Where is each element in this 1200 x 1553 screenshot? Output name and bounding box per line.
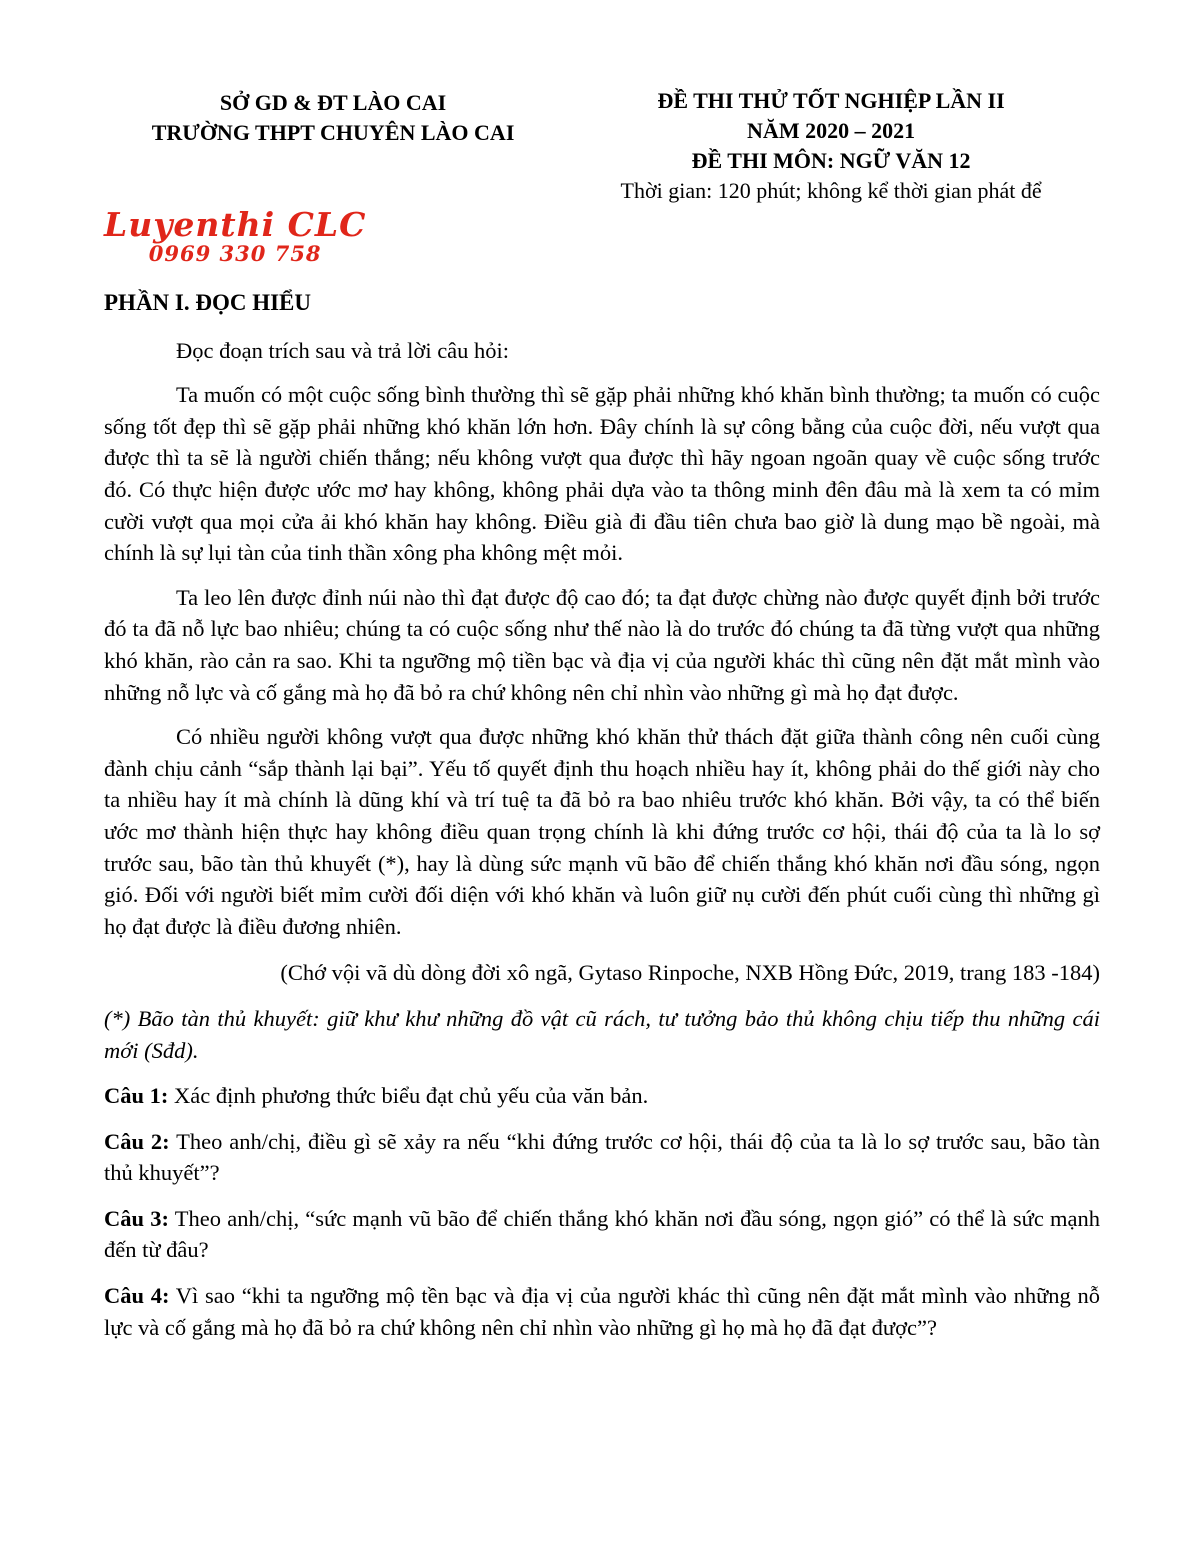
document-header: [104, 86, 1100, 206]
section-title: PHẦN I. ĐỌC HIỂU: [104, 289, 312, 315]
passage-instruction: Đọc đoạn trích sau và trả lời câu hỏi:: [176, 337, 510, 363]
exam-subject: ĐỀ THI MÔN: NGỮ VĂN 12: [691, 148, 971, 173]
logo: [104, 205, 367, 266]
question-3-text: Theo anh/chị, “sức mạnh vũ bão để chiến thắng khó khăn nơi đầu sóng, ngọn gió” có thể là sức mạnh đến từ đâu?: [104, 1205, 1101, 1263]
logo-phone-number: 0969 330 758: [148, 240, 322, 266]
question-4: [104, 1280, 1100, 1343]
exam-year: NĂM 2020 – 2021: [747, 118, 916, 143]
question-1-text: Xác định phương thức biểu đạt chủ yếu của văn bản.: [174, 1083, 649, 1109]
passage-paragraph-3: Có nhiều người không vượt qua được những khó khăn thử thách đặt giữa thành công nên cuối cùng đành chịu cảnh “sắp thành lại bại”. Yếu tố quyết định thu hoạch nhiều hay ít, không phải do thế giới này cho ta nhiều hay ít mà chính là dũng khí và trí tuệ ta đã bỏ ra bao nhiêu trước khó khăn. Bởi vậy, ta có thể biến ước mơ thành hiện thực hay không điều quan trọng chính là khi đứng trước cơ hội, thái độ của ta là lo sợ trước sau, bão tàn thủ khuyết (*), hay là dùng sức mạnh vũ bão để chiến thắng khó khăn nơi đầu sóng, ngọn gió. Đối với người biết mỉm cười đối diện với khó khăn và luôn giữ nụ cười đến phút cuối cùng thì những gì họ đạt được là điều đương nhiên.: [104, 724, 1100, 939]
passage-citation: (Chớ vội vã dù dòng đời xô ngã, Gytaso Rinpoche, NXB Hồng Đức, 2019, trang 183 -184): [280, 960, 1100, 986]
exam-duration: Thời gian: 120 phút; không kể thời gian phát để: [620, 178, 1042, 203]
school-name: TRƯỜNG THPT CHUYÊN LÀO CAI: [151, 120, 515, 145]
passage-footnote: (*) Bão tàn thủ khuyết: giữ khư khư những đồ vật cũ rách, tư tưởng bảo thủ không chịu tiếp thu những cái mới (Sđd).: [104, 1005, 1100, 1063]
department-name: SỞ GD & ĐT LÀO CAI: [219, 90, 447, 115]
exam-title-block: [562, 86, 1100, 206]
passage-paragraph-1: Ta muốn có một cuộc sống bình thường thì sẽ gặp phải những khó khăn bình thường; ta muốn có cuộc sống tốt đẹp thì sẽ gặp phải những khó khăn lớn hơn. Đây chính là sự công bằng của cuộc đời, nếu vượt qua được thì ta sẽ là người chiến thắng; nếu không vượt qua được thì hãy ngoan ngoãn quay về cuộc sống trước đó. Có thực hiện được ước mơ hay không, không phải dựa vào ta thông minh đên đâu mà là xem ta có mỉm cười vượt qua mọi cửa ải khó khăn hay không. Điều già đi đầu tiên chưa bao giờ là dung mạo bề ngoài, mà chính là sự lụi tàn của tinh thần xông pha không mệt mỏi.: [104, 382, 1100, 566]
question-2: [104, 1126, 1100, 1189]
question-3: [104, 1203, 1100, 1266]
question-1: [104, 1080, 1100, 1112]
exam-title: ĐỀ THI THỬ TỐT NGHIỆP LẦN II: [657, 88, 1005, 113]
question-1-label: Câu 1:: [104, 1083, 169, 1109]
logo-text: Luyenthi CLC: [104, 205, 367, 244]
question-2-label: Câu 2:: [104, 1128, 170, 1154]
question-4-text: Vì sao “khi ta ngưỡng mộ tền bạc và địa vị của người khác thì cũng nên đặt mắt mình vào những nỗ lực và cố gắng mà họ đã bỏ ra chứ không nên chỉ nhìn vào những gì họ mà họ đã đạt được”?: [104, 1283, 1100, 1340]
issuing-authority-block: [104, 86, 562, 206]
question-2-text: Theo anh/chị, điều gì sẽ xảy ra nếu “khi đứng trước cơ hội, thái độ của ta là lo sợ trước sau, bão tàn thủ khuyết”?: [104, 1128, 1100, 1186]
question-3-label: Câu 3:: [104, 1205, 169, 1231]
question-4-label: Câu 4:: [104, 1283, 170, 1309]
passage-paragraph-2: Ta leo lên được đỉnh núi nào thì đạt được độ cao đó; ta đạt được chừng nào được quyết định bởi trước đó ta đã nỗ lực bao nhiêu; chúng ta có cuộc sống như thế nào là do trước đó chúng ta đã từng vượt qua những khó khăn, rào cản ra sao. Khi ta ngưỡng mộ tiền bạc và địa vị của người khác thì cũng nên đặt mắt mình vào những nỗ lực và cố gắng mà họ đã bỏ ra chứ không nên chỉ nhìn vào những gì mà họ đạt được.: [104, 584, 1100, 705]
